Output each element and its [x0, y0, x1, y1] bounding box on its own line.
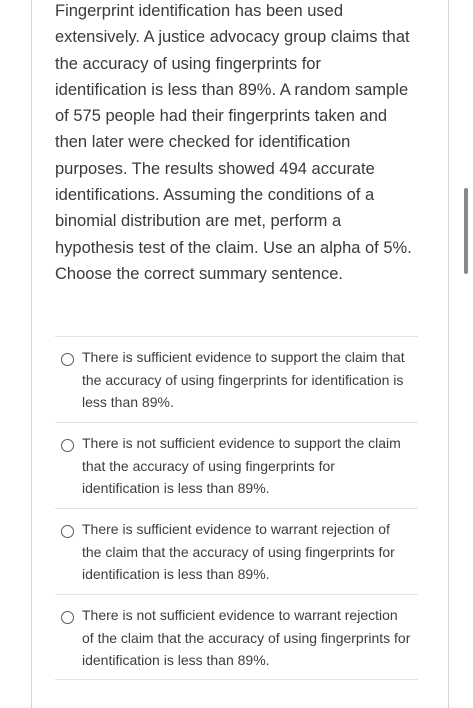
- question-text: Fingerprint identification has been used extensively. A justice advocacy group claims that the accuracy of using fingerprints for identification is less than 89%. A random sample of 575 people had their fingerprints taken and then later were checked for identification purposes. The results showed 494 accurate identifications. Assuming the conditions of a binomial distribution are met, perform a hypothesis test of the claim. Use an alpha of 5%. Choose the correct summary sentence.: [55, 2, 412, 283]
- scrollbar-thumb[interactable]: [464, 188, 468, 274]
- radio-button-icon[interactable]: [61, 439, 74, 452]
- radio-button-icon[interactable]: [61, 353, 74, 366]
- answer-option-label: There is not sufficient evidence to warrant rejection of the claim that the accuracy of using fingerprints for identification is less than 89%.: [82, 607, 411, 668]
- answer-option-label: There is sufficient evidence to support the claim that the accuracy of using fingerprints for identification is less than 89%.: [82, 349, 405, 410]
- answer-option-label: There is not sufficient evidence to support the claim that the accuracy of using fingerprints for identification is less than 89%.: [82, 435, 401, 496]
- answer-option-1[interactable]: [55, 336, 418, 422]
- question-card: [31, 0, 449, 708]
- answer-options: [55, 336, 418, 680]
- answer-option-label: There is sufficient evidence to warrant rejection of the claim that the accuracy of using fingerprints for identification is less than 89%.: [82, 521, 395, 582]
- answer-option-4[interactable]: [55, 594, 418, 680]
- answer-option-2[interactable]: [55, 422, 418, 508]
- radio-button-icon[interactable]: [61, 611, 74, 624]
- radio-button-icon[interactable]: [61, 525, 74, 538]
- answer-option-3[interactable]: [55, 508, 418, 594]
